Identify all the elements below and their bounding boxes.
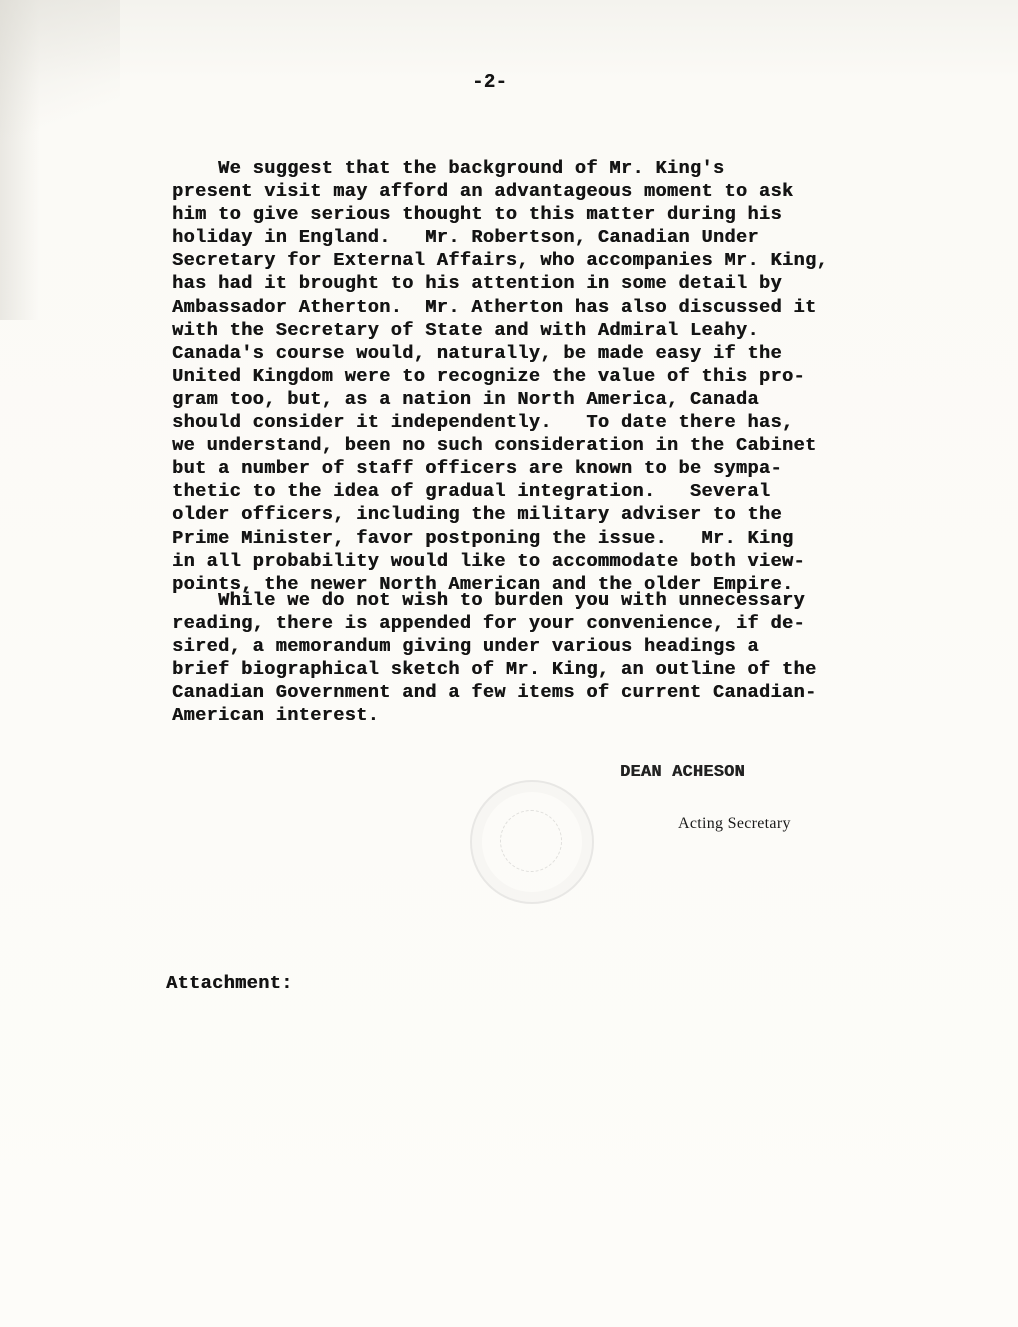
- paragraph-2-line: reading, there is appended for your convenience, if de-: [172, 613, 805, 635]
- corner-crease: [0, 0, 120, 200]
- paragraph-1-line: older officers, including the military adviser to the: [172, 504, 782, 526]
- paragraph-1-line: We suggest that the background of Mr. King's: [172, 158, 725, 179]
- page-number: -2-: [472, 71, 508, 93]
- paragraph-1-line: points, the newer North American and the older Empire.: [172, 573, 794, 595]
- paragraph-1-line: Ambassador Atherton. Mr. Atherton has also discussed it: [172, 296, 817, 318]
- stamp-inner-ring: [500, 810, 562, 872]
- paragraph-2-line: brief biographical sketch of Mr. King, an outline of the: [172, 659, 817, 681]
- paragraph-2-line: While we do not wish to burden you with unnecessary: [172, 590, 805, 611]
- paragraph-2-line: sired, a memorandum giving under various headings a: [172, 636, 759, 658]
- paragraph-1-line: holiday in England. Mr. Robertson, Canadian Under: [172, 227, 759, 249]
- paragraph-1-line: with the Secretary of State and with Admiral Leahy.: [172, 319, 759, 341]
- paragraph-1-line: in all probability would like to accommodate both view-: [172, 550, 805, 572]
- attachment-label: Attachment:: [166, 973, 293, 994]
- body-paragraph-2: [172, 589, 816, 728]
- signature-name: DEAN ACHESON: [620, 763, 745, 782]
- paragraph-1-line: gram too, but, as a nation in North America, Canada: [172, 388, 759, 410]
- signature-title: Acting Secretary: [678, 815, 791, 832]
- faint-stamp-seal: [470, 780, 594, 904]
- paragraph-1-line: thetic to the idea of gradual integration. Several: [172, 481, 771, 503]
- paragraph-1-line: him to give serious thought to this matter during his: [172, 204, 782, 226]
- paragraph-2-line: American interest.: [172, 705, 380, 727]
- paragraph-1-line: we understand, been no such consideration in the Cabinet: [172, 435, 817, 457]
- body-paragraph-1: [172, 157, 828, 596]
- paragraph-1-line: present visit may afford an advantageous moment to ask: [172, 181, 794, 203]
- paragraph-1-line: should consider it independently. To date there has,: [172, 412, 794, 434]
- paragraph-1-line: United Kingdom were to recognize the value of this pro-: [172, 365, 805, 387]
- paragraph-1-line: but a number of staff officers are known to be sympa-: [172, 458, 782, 480]
- paragraph-2-line: Canadian Government and a few items of current Canadian-: [172, 682, 817, 704]
- paragraph-1-line: has had it brought to his attention in some detail by: [172, 273, 782, 295]
- paragraph-1-line: Canada's course would, naturally, be made easy if the: [172, 342, 782, 364]
- paragraph-1-line: Prime Minister, favor postponing the issue. Mr. King: [172, 527, 794, 549]
- paragraph-1-line: Secretary for External Affairs, who accompanies Mr. King,: [172, 250, 828, 272]
